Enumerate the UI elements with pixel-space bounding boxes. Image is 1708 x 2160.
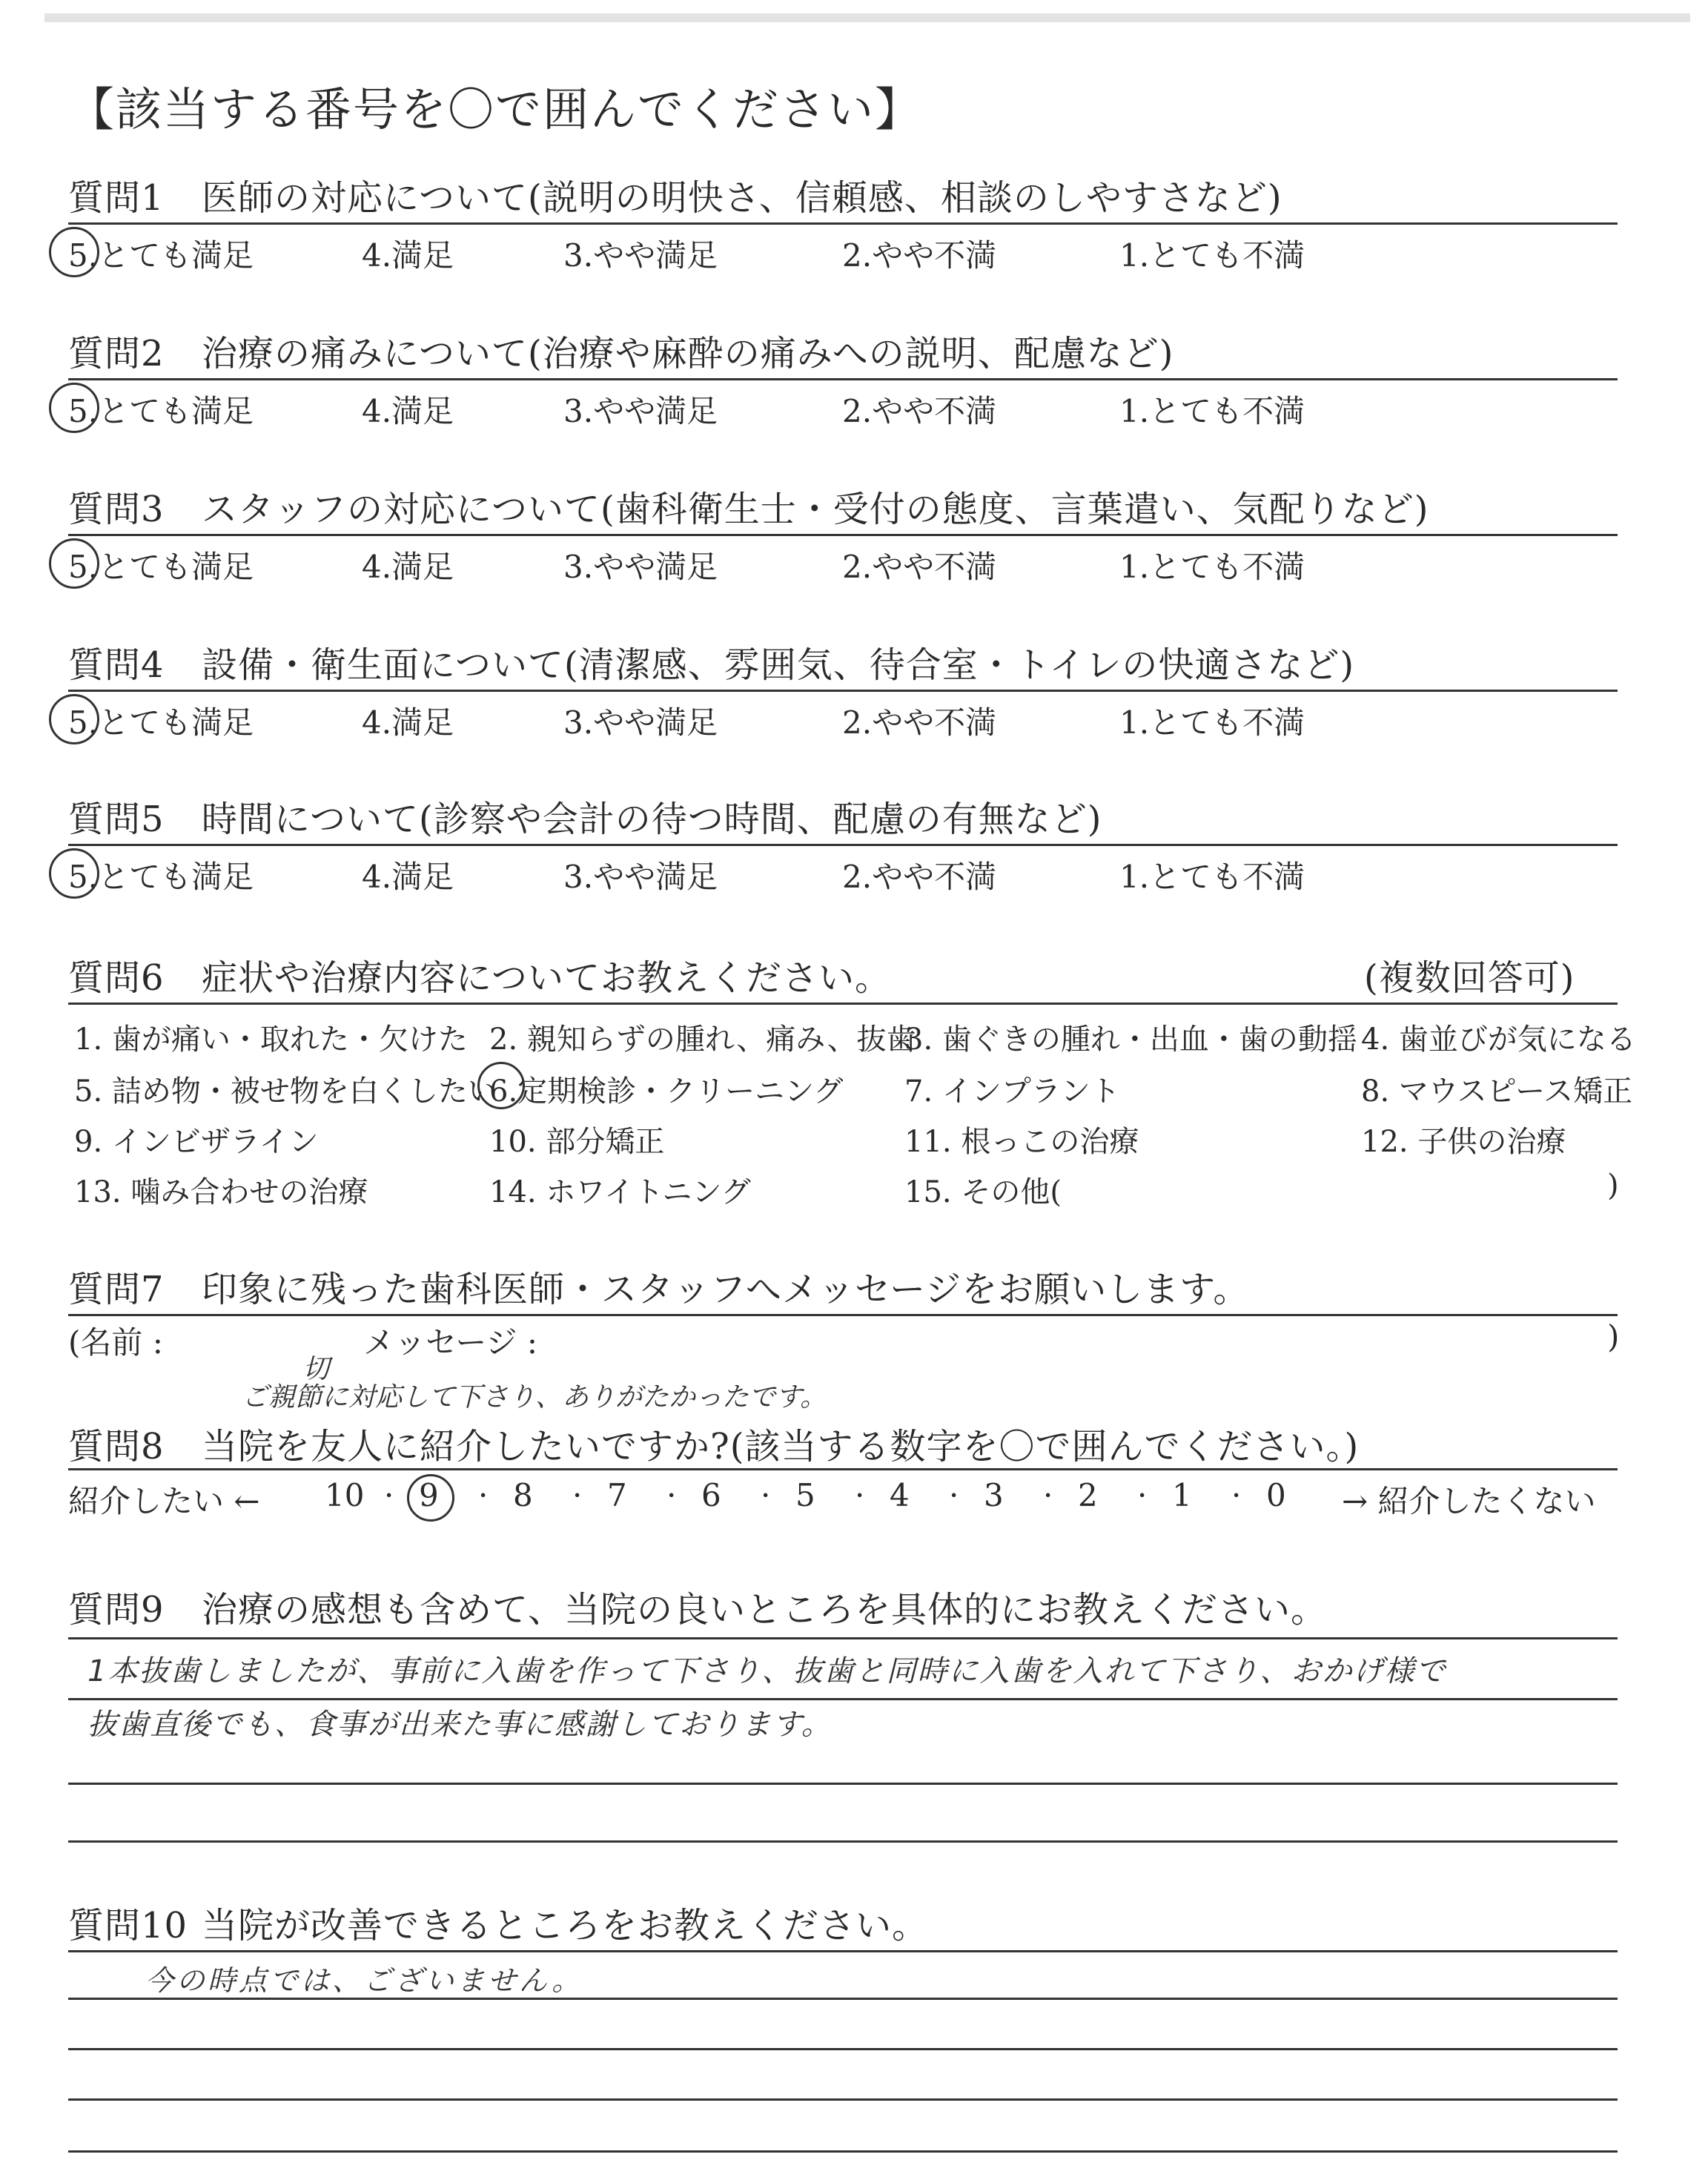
question-text: 当院が改善できるところをお教えください。 [202, 1905, 929, 1946]
scale-number: 5 [795, 1477, 815, 1513]
selection-circle [49, 848, 99, 899]
answer-rule [68, 2098, 1618, 2101]
scale-separator-dot: · [1137, 1477, 1148, 1513]
handwritten-answer-line: 抜歯直後でも、食事が出来た事に感謝しております。 [87, 1708, 833, 1742]
rating-option: 3.やや満足 [563, 393, 718, 429]
rating-option: 5.とても満足 [68, 859, 254, 895]
message-label: メッセージ : [363, 1324, 537, 1361]
question-label: 質問5 [68, 799, 165, 840]
scale-separator-dot: · [384, 1477, 394, 1513]
question-label: 質問9 [68, 1589, 165, 1631]
answer-rule [68, 1003, 1618, 1005]
question-label: 質問3 [68, 489, 165, 530]
treatment-option: 8. マウスピース矯正 [1361, 1074, 1633, 1109]
rating-option: 1.とても不満 [1119, 859, 1305, 895]
question-text: 治療の痛みについて(治療や麻酔の痛みへの説明、配慮など) [202, 333, 1174, 374]
question-text: 医師の対応について(説明の明快さ、信頼感、相談のしやすさなど) [202, 177, 1282, 219]
scale-separator-dot: · [761, 1477, 771, 1513]
treatment-option: 4. 歯並びが気になる [1361, 1023, 1636, 1057]
scale-number: 3 [984, 1477, 1004, 1513]
selection-circle [49, 227, 99, 277]
rating-option: 3.やや満足 [563, 704, 718, 741]
recommend-right-label: → 紹介したくない [1342, 1483, 1596, 1519]
treatment-option: 2. 親知らずの腫れ、痛み、抜歯 [489, 1023, 916, 1057]
question-text: 印象に残った歯科医師・スタッフへメッセージをお願いします。 [202, 1269, 1250, 1310]
answer-rule [68, 1468, 1618, 1470]
treatment-option: 3. 歯ぐきの腫れ・出血・歯の動揺 [904, 1023, 1357, 1057]
scale-separator-dot: · [478, 1477, 489, 1513]
answer-rule [68, 1314, 1618, 1316]
question-label: 質問7 [68, 1269, 165, 1310]
answer-rule [68, 1637, 1618, 1639]
question-text: スタッフの対応について(歯科衛生士・受付の態度、言葉遣い、気配りなど) [202, 489, 1429, 530]
answer-rule [68, 844, 1618, 846]
answer-rule [68, 2150, 1618, 2153]
question-text: 当院を友人に紹介したいですか?(該当する数字を〇で囲んでください。) [202, 1426, 1360, 1467]
scale-separator-dot: · [1043, 1477, 1053, 1513]
rating-option: 2.やや不満 [842, 237, 997, 274]
scale-number: 0 [1266, 1477, 1286, 1513]
treatment-option: 15. その他( [904, 1175, 1062, 1209]
treatment-option: 5. 詰め物・被せ物を白くしたい [74, 1074, 497, 1109]
scale-number: 9 [419, 1477, 439, 1513]
selection-circle [407, 1474, 454, 1522]
page-title: 【該当する番号を〇で囲んでください】 [68, 82, 923, 136]
answer-rule [68, 222, 1618, 225]
selection-circle [477, 1062, 525, 1109]
rating-option: 5.とても満足 [68, 393, 254, 429]
scale-separator-dot: · [666, 1477, 677, 1513]
scale-separator-dot: · [855, 1477, 865, 1513]
treatment-option: 11. 根っこの治療 [904, 1125, 1139, 1159]
treatment-option: ) [1607, 1169, 1619, 1203]
rating-option: 5.とても満足 [68, 237, 254, 274]
question-label: 質問10 [68, 1905, 188, 1946]
recommend-left-label: 紹介したい ← [68, 1483, 260, 1519]
rating-option: 1.とても不満 [1119, 393, 1305, 429]
rating-option: 4.満足 [362, 393, 454, 429]
selection-circle [49, 694, 99, 744]
question-label: 質問8 [68, 1426, 165, 1467]
answer-rule [68, 1950, 1618, 1952]
close-paren: ) [1607, 1318, 1620, 1355]
rating-option: 2.やや不満 [842, 549, 997, 585]
rating-option: 2.やや不満 [842, 859, 997, 895]
rating-option: 1.とても不満 [1119, 237, 1305, 274]
multiple-answer-note: (複数回答可) [1364, 957, 1575, 999]
rating-option: 5.とても満足 [68, 549, 254, 585]
answer-rule [68, 1698, 1618, 1700]
scale-number: 10 [325, 1477, 365, 1513]
selection-circle [49, 383, 99, 433]
question-label: 質問1 [68, 177, 165, 219]
handwritten-message: ご親節に対応して下さり、ありがたかったです。 [242, 1382, 827, 1413]
scale-number: 1 [1172, 1477, 1192, 1513]
treatment-option: 14. ホワイトニング [489, 1175, 751, 1209]
rating-option: 4.満足 [362, 549, 454, 585]
scale-separator-dot: · [1231, 1477, 1242, 1513]
rating-option: 2.やや不満 [842, 704, 997, 741]
rating-option: 4.満足 [362, 859, 454, 895]
question-text: 設備・衛生面について(清潔感、雰囲気、待合室・トイレの快適さなど) [202, 644, 1355, 686]
rating-option: 1.とても不満 [1119, 704, 1305, 741]
question-text: 症状や治療内容についてお教えください。 [202, 957, 892, 999]
scale-number: 6 [701, 1477, 721, 1513]
question-label: 質問2 [68, 333, 165, 374]
answer-rule [68, 534, 1618, 536]
scan-top-edge [44, 13, 1690, 22]
answer-rule [68, 378, 1618, 380]
treatment-option: 13. 噛み合わせの治療 [74, 1175, 368, 1209]
treatment-option: 10. 部分矯正 [489, 1125, 665, 1159]
answer-rule [68, 1783, 1618, 1785]
question-label: 質問4 [68, 644, 165, 686]
scale-separator-dot: · [572, 1477, 583, 1513]
rating-option: 2.やや不満 [842, 393, 997, 429]
handwritten-correction: 切 [302, 1354, 330, 1384]
rating-option: 3.やや満足 [563, 859, 718, 895]
rating-option: 5.とても満足 [68, 704, 254, 741]
selection-circle [49, 538, 99, 589]
rating-option: 3.やや満足 [563, 549, 718, 585]
question-text: 時間について(診察や会計の待つ時間、配慮の有無など) [202, 799, 1102, 840]
name-label: (名前 : [68, 1324, 163, 1361]
answer-rule [68, 1840, 1618, 1843]
treatment-option: 7. インプラント [904, 1074, 1120, 1109]
treatment-option: 12. 子供の治療 [1361, 1125, 1566, 1159]
scale-number: 4 [890, 1477, 910, 1513]
scale-separator-dot: · [949, 1477, 959, 1513]
scale-number: 8 [513, 1477, 533, 1513]
answer-rule [68, 690, 1618, 692]
answer-rule [68, 2048, 1618, 2050]
rating-option: 1.とても不満 [1119, 549, 1305, 585]
rating-option: 4.満足 [362, 704, 454, 741]
handwritten-answer-line: 1本抜歯しましたが、事前に入歯を作って下さり、抜歯と同時に入歯を入れて下さり、おかげ様で [87, 1654, 1447, 1688]
treatment-option: 1. 歯が痛い・取れた・欠けた [74, 1023, 468, 1057]
question-text: 治療の感想も含めて、当院の良いところを具体的にお教えください。 [202, 1589, 1328, 1631]
scale-number: 2 [1078, 1477, 1098, 1513]
treatment-option: 9. インビザライン [74, 1125, 319, 1159]
treatment-option: 6.定期検診・クリーニング [489, 1074, 844, 1109]
scale-number: 7 [607, 1477, 627, 1513]
rating-option: 3.やや満足 [563, 237, 718, 274]
question-label: 質問6 [68, 957, 165, 999]
handwritten-answer-line: 今の時点では、ございません。 [145, 1964, 583, 1997]
rating-option: 4.満足 [362, 237, 454, 274]
